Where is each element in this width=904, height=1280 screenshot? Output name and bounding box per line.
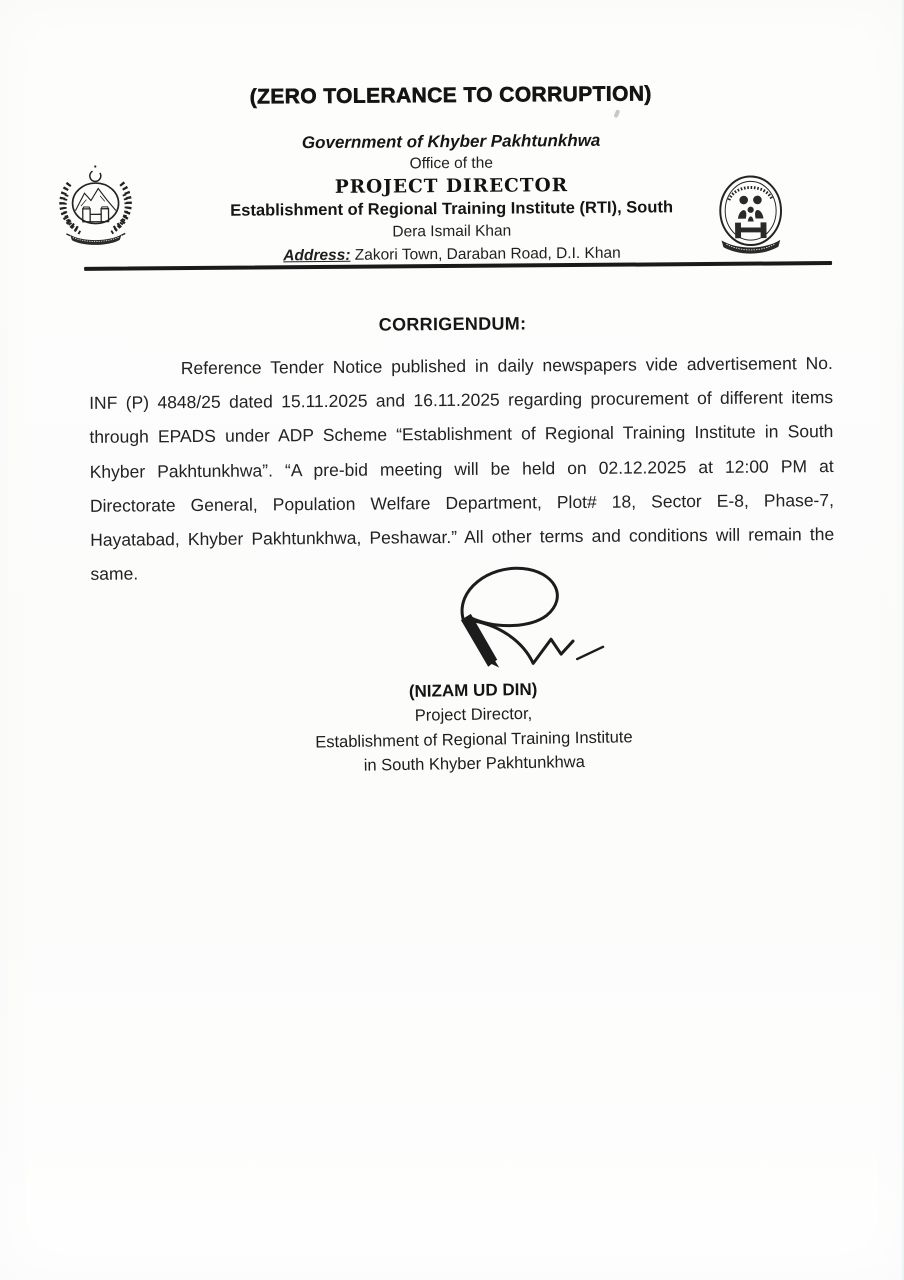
body-line: Directorate General, Population Welfare Department, Plot# 18, Sector E-8, Phase-7, xyxy=(89,489,835,516)
corrigendum-heading: CORRIGENDUM: xyxy=(378,313,527,335)
body-line: Hayatabad, Khyber Pakhtunkhwa, Peshawar.” All other terms and conditions will remain the xyxy=(90,524,835,550)
body-line: INF (P) 4848/25 dated 15.11.2025 and 16.11.2025 regarding procurement of different items xyxy=(89,387,834,414)
address-label: Address: xyxy=(283,246,351,265)
body-line: Reference Tender Notice published in daily newspapers vide advertisement No. xyxy=(180,353,833,379)
address-value: Zakori Town, Daraban Road, D.I. Khan xyxy=(350,244,621,264)
signatory-org-line2: in South Khyber Pakhtunkhwa xyxy=(363,752,585,775)
handwritten-signature-icon xyxy=(426,559,627,681)
letterhead-city: Dera Ismail Khan xyxy=(392,222,512,241)
signatory-org-line1: Establishment of Regional Training Institute xyxy=(315,727,633,752)
letterhead-government-line: Government of Khyber Pakhtunkhwa xyxy=(301,130,601,153)
letterhead-organization: Establishment of Regional Training Institute (RTI), South xyxy=(230,198,674,220)
signatory-block xyxy=(213,675,735,781)
body-line: Khyber Pakhtunkhwa”. “A pre-bid meeting will be held on 02.12.2025 at 12:00 PM at xyxy=(89,455,834,482)
signatory-title: Project Director, xyxy=(414,705,533,726)
letterhead-office-line: Office of the xyxy=(409,154,493,173)
body-line: same. xyxy=(90,563,139,585)
signatory-name: (NIZAM UD DIN) xyxy=(408,679,538,701)
body-line: through EPADS under ADP Scheme “Establishment of Regional Training Institute in South xyxy=(89,421,834,448)
letterhead xyxy=(151,129,752,268)
body-paragraph xyxy=(89,346,835,591)
scan-speck-artifact xyxy=(613,109,620,118)
kp-government-emblem-icon xyxy=(47,162,144,255)
zero-tolerance-slogan: (ZERO TOLERANCE TO CORRUPTION) xyxy=(249,82,652,109)
letterhead-title: PROJECT DIRECTOR xyxy=(334,175,569,198)
